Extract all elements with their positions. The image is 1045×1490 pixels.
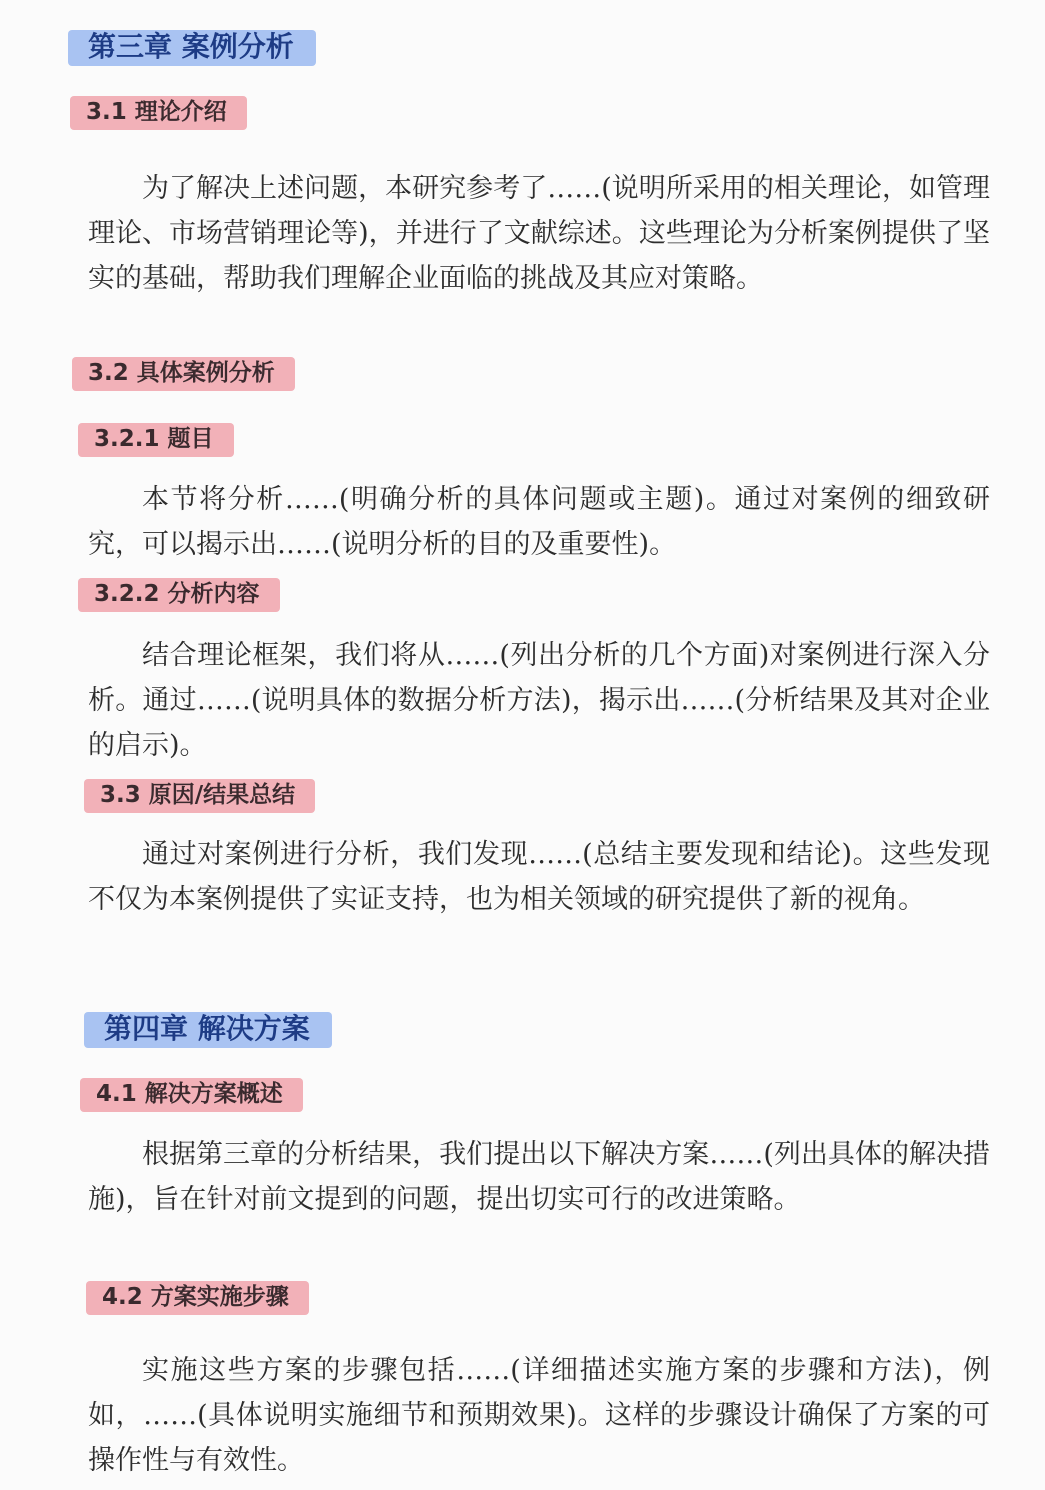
chapter-3-title: 第三章 案例分析 <box>68 30 316 66</box>
section-3-2-2-heading: 3.2.2 分析内容 <box>78 578 280 612</box>
section-3-1-paragraph: 为了解决上述问题，本研究参考了……(说明所采用的相关理论，如管理理论、市场营销理论等)，并进行了文献综述。这些理论为分析案例提供了坚实的基础，帮助我们理解企业面临的挑战及其应对策略。 <box>88 173 990 294</box>
section-4-1-paragraph: 根据第三章的分析结果，我们提出以下解决方案……(列出具体的解决措施)，旨在针对前文提到的问题，提出切实可行的改进策略。 <box>88 1139 990 1215</box>
chapter-4-title: 第四章 解决方案 <box>84 1012 332 1048</box>
section-3-2-1-heading: 3.2.1 题目 <box>78 423 234 457</box>
section-3-2-heading: 3.2 具体案例分析 <box>72 357 295 391</box>
section-3-3-paragraph: 通过对案例进行分析，我们发现……(总结主要发现和结论)。这些发现不仅为本案例提供了实证支持，也为相关领域的研究提供了新的视角。 <box>88 839 990 915</box>
section-3-3-heading: 3.3 原因/结果总结 <box>84 779 315 813</box>
section-3-2-1-paragraph: 本节将分析……(明确分析的具体问题或主题)。通过对案例的细致研究，可以揭示出……(说明分析的目的及重要性)。 <box>88 484 990 560</box>
section-3-1-heading: 3.1 理论介绍 <box>70 96 247 130</box>
section-3-2-2-paragraph: 结合理论框架，我们将从……(列出分析的几个方面)对案例进行深入分析。通过……(说明具体的数据分析方法)，揭示出……(分析结果及其对企业的启示)。 <box>88 640 990 761</box>
section-4-1-heading: 4.1 解决方案概述 <box>80 1078 303 1112</box>
section-4-2-heading: 4.2 方案实施步骤 <box>86 1281 309 1315</box>
section-4-2-paragraph: 实施这些方案的步骤包括……(详细描述实施方案的步骤和方法)，例如，……(具体说明实施细节和预期效果)。这样的步骤设计确保了方案的可操作性与有效性。 <box>88 1355 990 1476</box>
